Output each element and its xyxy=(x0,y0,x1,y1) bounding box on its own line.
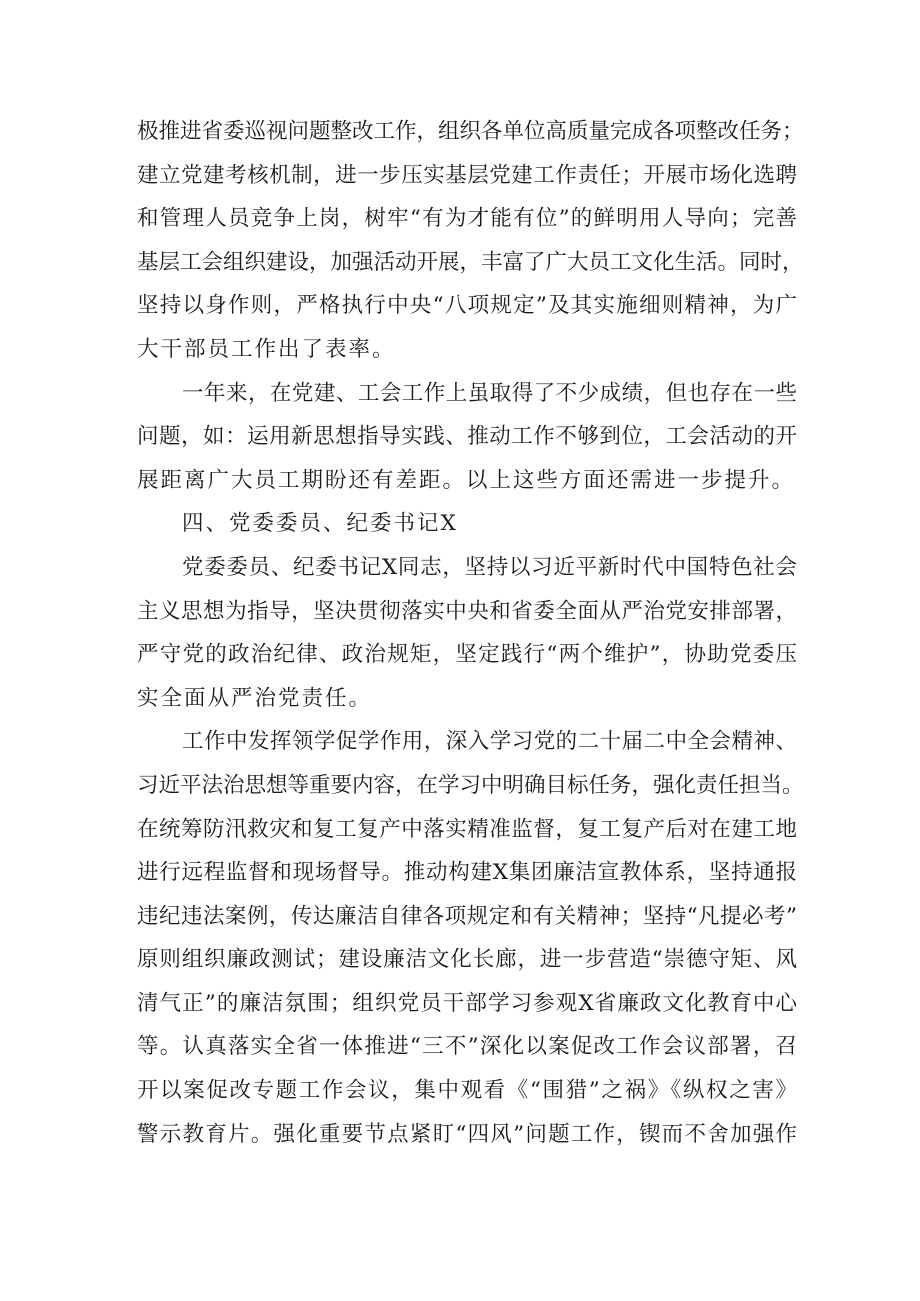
text-line: 展距离广大员工期盼还有差距。以上这些方面还需进一步提升。 xyxy=(137,467,796,493)
paragraph-3 xyxy=(137,546,797,720)
text-line: 开以案促改专题工作会议，集中观看《“围猎”之祸》《纵权之害》 xyxy=(137,1078,797,1104)
text-line: 坚持以身作则，严格执行中央“八项规定”及其实施细则精神，为广 xyxy=(137,293,797,319)
text-line: 违纪违法案例，传达廉洁自律各项规定和有关精神；坚持“凡提必考” xyxy=(137,903,797,929)
text-line: 建立党建考核机制，进一步压实基层党建工作责任；开展市场化选聘 xyxy=(137,162,797,188)
paragraph-2 xyxy=(137,372,797,503)
text-line: 原则组织廉政测试；建设廉洁文化长廊，进一步营造“崇德守矩、风 xyxy=(137,947,797,973)
text-line: 大干部员工作出了表率。 xyxy=(137,336,396,362)
paragraph-4 xyxy=(137,720,804,1156)
text-line: 极推进省委巡视问题整改工作，组织各单位高质量完成各项整改任务； xyxy=(137,119,804,144)
text-line: 问题，如：运用新思想指导实践、推动工作不够到位，工会活动的开 xyxy=(137,424,797,450)
text-line: 和管理人员竞争上岗，树牢“有为才能有位”的鲜明用人导向；完善 xyxy=(137,206,797,232)
text-line: 习近平法治思想等重要内容，在学习中明确目标任务，强化责任担当。 xyxy=(137,772,804,798)
text-line: 基层工会组织建设，加强活动开展，丰富了广大员工文化生活。同时， xyxy=(137,249,804,275)
text-line: 等。认真落实全省一体推进“三不”深化以案促改工作会议部署，召 xyxy=(137,1034,797,1060)
section-heading-text: 四、党委委员、纪委书记X xyxy=(182,511,458,537)
text-line: 实全面从严治党责任。 xyxy=(137,685,373,711)
text-line: 工作中发挥领学促学作用，深入学习党的二十届二中全会精神、 xyxy=(182,729,797,755)
text-line: 清气正”的廉洁氛围；组织党员干部学习参观X省廉政文化教育中心 xyxy=(137,990,797,1016)
text-line: 一年来，在党建、工会工作上虽取得了不少成绩，但也存在一些 xyxy=(182,380,797,406)
document-body xyxy=(137,110,804,1156)
text-line: 进行远程监督和现场督导。推动构建X集团廉洁宣教体系，坚持通报 xyxy=(137,860,797,886)
text-line: 严守党的政治纪律、政治规矩，坚定践行“两个维护”，协助党委压 xyxy=(137,642,797,668)
text-line: 主义思想为指导，坚决贯彻落实中央和省委全面从严治党安排部署， xyxy=(137,598,797,624)
text-line: 警示教育片。强化重要节点紧盯“四风”问题工作，锲而不舍加强作 xyxy=(137,1121,797,1147)
section-heading xyxy=(137,502,797,546)
text-line: 党委委员、纪委书记X同志，坚持以习近平新时代中国特色社会 xyxy=(182,554,797,580)
text-line: 在统筹防汛救灾和复工复产中落实精准监督，复工复产后对在建工地 xyxy=(137,816,797,842)
paragraph-1 xyxy=(137,110,804,372)
